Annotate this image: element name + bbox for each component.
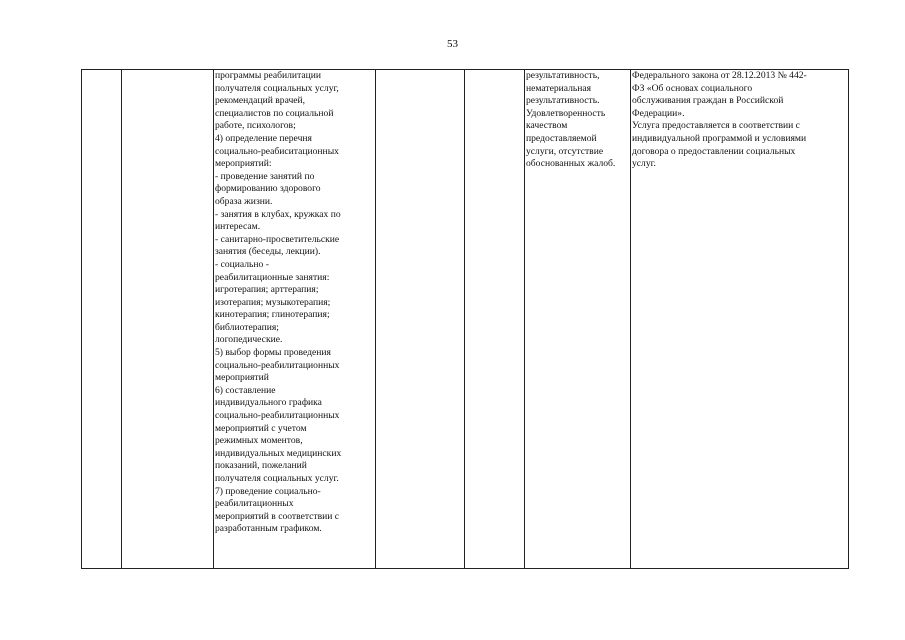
service-name-cell	[122, 70, 214, 569]
service-description-text: программы реабилитации получателя социальных услуг, рекомендаций врачей, специалистов по социальной работе, психологов; 4) определение перечня социально-реабиситационных мероприятий: - проведение занятий по формированию здорового образа жизни. - занятия в клубах, кружках по интересам. - санитарно-просветительские занятия (беседы, лекции). - социально - реабилитационные занятия: игротерапия; арттерапия; изотерапия; музыкотерапия; кинотерапия; глинотерапия; библиотерапия; логопедические. 5) выбор формы проведения социально-реабилитационных мероприятий 6) составление индивидуального графика социально-реабилитационных мероприятий с учетом режимных моментов, индивидуальных медицинских показаний, пожеланий получателя социальных услуг. 7) проведение социально- реабилитационных мероприятий в соответствии с разработанным графиком.	[215, 70, 342, 535]
service-rate-cell	[465, 70, 525, 569]
page-number: 53	[447, 38, 458, 50]
quality-indicators-text: результативность, нематериальная результативность. Удовлетворенность качеством предоставляемой услуги, отсутствие обоснованных жалоб.	[526, 70, 616, 170]
row-number-cell	[82, 70, 122, 569]
conditions-cell	[631, 70, 849, 569]
conditions-text: Федерального закона от 28.12.2013 № 442- ФЗ «Об основах социального обслуживания граждан в Российской Федерации». Услуга предоставляется в соответствии с индивидуальной программой и условиями договора о предоставлении социальных услуг.	[632, 70, 807, 170]
service-term-cell	[376, 70, 465, 569]
table-row	[82, 70, 849, 569]
quality-indicators-cell	[525, 70, 631, 569]
service-description-cell	[214, 70, 376, 569]
service-standards-table	[81, 69, 849, 569]
